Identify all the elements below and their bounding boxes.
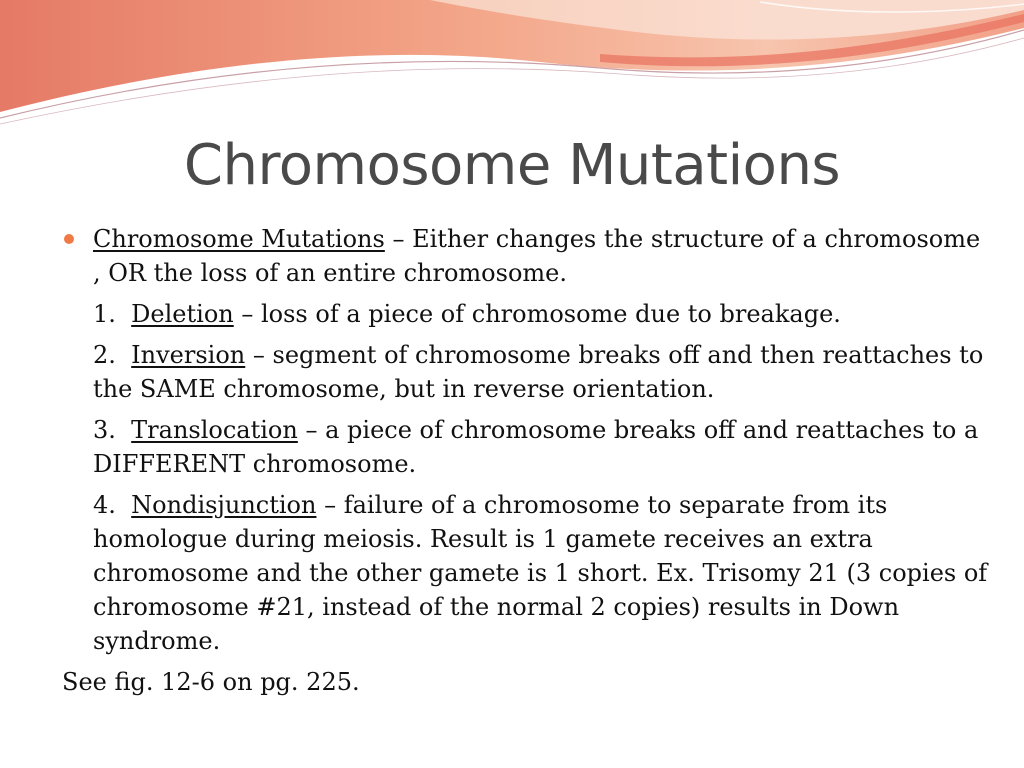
item-text: – segment of chromosome breaks off and then reattaches to the SAME chromosome, but in reverse orientation.	[93, 341, 984, 403]
item-text: – failure of a chromosome to separate from its homologue during meiosis. Result is 1 gamete receives an extra chromosome and the other gamete is 1 short. Ex. Trisomy 21 (3 copies of chromosome #21, instead of the normal 2 copies) results in Down syndrome.	[93, 491, 988, 655]
item-term: Nondisjunction	[131, 491, 317, 519]
item-term: Deletion	[131, 300, 234, 328]
item-text: – loss of a piece of chromosome due to breakage.	[233, 300, 841, 328]
list-item-translocation	[62, 413, 992, 481]
slide-content	[62, 222, 992, 699]
bullet-icon	[64, 234, 74, 244]
figure-reference: See fig. 12-6 on pg. 225.	[62, 668, 360, 696]
item-text: – a piece of chromosome breaks off and reattaches to a DIFFERENT chromosome.	[93, 416, 979, 478]
definition-term: Chromosome Mutations	[93, 225, 385, 253]
item-number: 1.	[93, 300, 116, 328]
list-item-deletion	[62, 297, 992, 331]
decorative-banner	[0, 0, 1024, 130]
definition-text: – Either changes the structure of a chromosome , OR the loss of an entire chromosome.	[93, 225, 981, 287]
item-term: Translocation	[131, 416, 298, 444]
item-number: 3.	[93, 416, 116, 444]
slide-title: Chromosome Mutations	[183, 133, 841, 198]
item-number: 2.	[93, 341, 116, 369]
list-item-nondisjunction	[62, 488, 992, 658]
item-number: 4.	[93, 491, 116, 519]
item-term: Inversion	[131, 341, 246, 369]
bullet-definition	[62, 222, 992, 290]
list-item-inversion	[62, 338, 992, 406]
